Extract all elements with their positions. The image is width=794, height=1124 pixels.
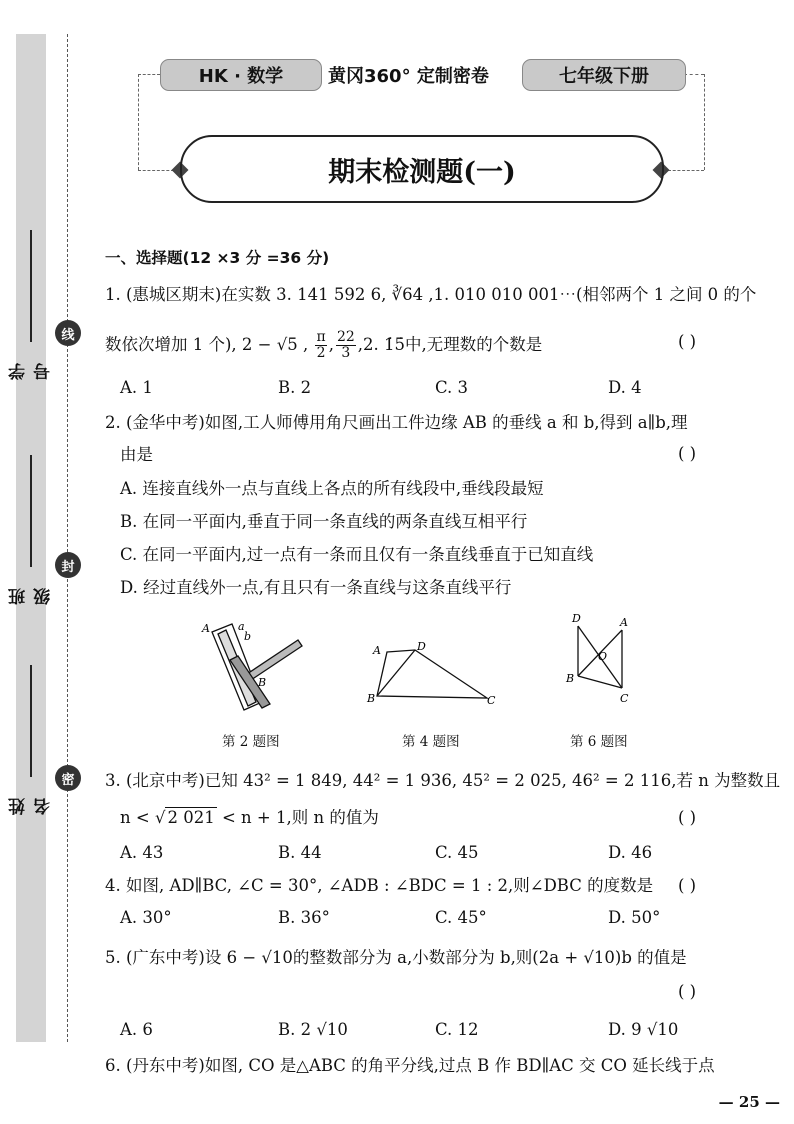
- q1-frac-22-3: $\frac{22}{3}$: [336, 329, 355, 361]
- q1-option-a: A. 1: [120, 378, 153, 397]
- q2-option-b: B. 在同一平面内,垂直于同一条直线的两条直线互相平行: [120, 512, 528, 531]
- q6-line1: 6. (丹东中考)如图, CO 是△ABC 的角平分线,过点 B 作 BD∥AC 交 CO 延长线于点: [105, 1056, 715, 1075]
- fig4-caption: 第 4 题图: [402, 734, 460, 750]
- q4-option-a: A. 30°: [120, 908, 172, 927]
- q3-line2: n < √ 2 021 < n + 1,则 n 的值为: [120, 808, 379, 827]
- header-dash-right-v: [704, 74, 705, 170]
- grade-badge: 七年级下册: [522, 59, 686, 91]
- fig2-label-b: b: [244, 630, 252, 643]
- q1-line2: 数依次增加 1 个), 2 − √5 , $\frac{\pi}{2}$ , $\frac{22}{3}$ ,2. 1̇5̇中,无理数的个数是: [105, 329, 543, 361]
- header-dash-left: [138, 74, 160, 75]
- fig6-label-A: A: [620, 616, 628, 629]
- q2-answer-paren[interactable]: ( ): [678, 444, 697, 463]
- fig2-label-A: A: [202, 622, 210, 635]
- q3-answer-paren[interactable]: ( ): [678, 808, 697, 827]
- q3-option-d: D. 46: [608, 843, 653, 862]
- name-field[interactable]: [9, 665, 54, 815]
- fig6-label-C: C: [620, 692, 629, 705]
- q5-option-b: B. 2 √10: [278, 1020, 348, 1039]
- header-dash-right: [684, 74, 704, 75]
- q1-option-d: D. 4: [608, 378, 642, 397]
- q5-line1: 5. (广东中考)设 6 − √10的整数部分为 a,小数部分为 b,则(2a + √10)b 的值是: [105, 948, 687, 967]
- q1-line2-b: ,2. 1̇5̇中,无理数的个数是: [357, 335, 543, 354]
- q3-line1: 3. (北京中考)已知 43² = 1 849, 44² = 1 936, 45² = 2 025, 46² = 2 116,若 n 为整数且: [105, 771, 781, 790]
- class-field[interactable]: [9, 455, 54, 605]
- header-dash-left-v: [138, 74, 139, 170]
- figure-q6: [562, 610, 642, 714]
- q2-option-a: A. 连接直线外一点与直线上各点的所有线段中,垂线段最短: [120, 479, 544, 498]
- fig6-label-B: B: [566, 672, 575, 685]
- q1-answer-paren[interactable]: ( ): [678, 332, 697, 351]
- page-title: 期末检测题(一): [180, 135, 664, 203]
- q1-option-b: B. 2: [278, 378, 312, 397]
- fig4-label-C: C: [487, 694, 496, 707]
- header-dash-left-h: [138, 170, 174, 171]
- fig6-label-D: D: [572, 612, 581, 625]
- mark-line-badge: 线: [55, 320, 81, 346]
- figure-q4: [365, 636, 505, 716]
- q4-answer-paren[interactable]: ( ): [678, 876, 697, 895]
- fig2-label-B: B: [258, 676, 267, 689]
- page-number: — 25 —: [718, 1093, 780, 1111]
- q3-option-b: B. 44: [278, 843, 322, 862]
- fig4-label-A: A: [373, 644, 381, 657]
- name-label: 姓名: [9, 798, 54, 815]
- q5-option-a: A. 6: [120, 1020, 153, 1039]
- cut-line: [67, 34, 68, 1042]
- q2-option-c: C. 在同一平面内,过一点有一条而且仅有一条直线垂直于已知直线: [120, 545, 594, 564]
- fig4-label-B: B: [367, 692, 376, 705]
- q1-option-c: C. 3: [435, 378, 469, 397]
- q2-line2: 由是: [120, 445, 153, 464]
- q1-line2-a: 数依次增加 1 个), 2 − √5 ,: [105, 335, 309, 354]
- q4-option-c: C. 45°: [435, 908, 487, 927]
- fig6-caption: 第 6 题图: [570, 734, 628, 750]
- q5-option-c: C. 12: [435, 1020, 479, 1039]
- q2-option-d: D. 经过直线外一点,有且只有一条直线与这条直线平行: [120, 578, 512, 597]
- q5-answer-paren[interactable]: ( ): [678, 982, 697, 1001]
- class-label: 班级: [9, 588, 54, 605]
- mark-seal-badge: 封: [55, 552, 81, 578]
- student-id-label: 学号: [9, 363, 54, 380]
- q4-option-d: D. 50°: [608, 908, 661, 927]
- q5-option-d: D. 9 √10: [608, 1020, 679, 1039]
- fig6-label-O: O: [598, 650, 608, 663]
- brand-text: 黄冈360° 定制密卷: [328, 66, 489, 87]
- student-id-field[interactable]: [9, 230, 54, 380]
- q2-line1: 2. (金华中考)如图,工人师傅用角尺画出工件边缘 AB 的垂线 a 和 b,得到 a∥b,理: [105, 413, 688, 432]
- fig4-label-D: D: [417, 640, 426, 653]
- header-dash-right-h: [668, 170, 704, 171]
- figure-q2: [200, 610, 310, 720]
- q3-sqrt: 2 021: [167, 808, 215, 827]
- q3-option-a: A. 43: [120, 843, 164, 862]
- q3-option-c: C. 45: [435, 843, 479, 862]
- q1-line1: 1. (惠城区期末)在实数 3. 141 592 6, ∛64 ,1. 010 010 001⋯(相邻两个 1 之间 0 的个: [105, 285, 757, 304]
- section-title: 一、选择题(12 ×3 分 =36 分): [105, 249, 330, 267]
- fig2-caption: 第 2 题图: [222, 734, 280, 750]
- mark-secret-badge: 密: [55, 765, 81, 791]
- q4-line1: 4. 如图, AD∥BC, ∠C = 30°, ∠ADB : ∠BDC = 1 : 2,则∠DBC 的度数是: [105, 876, 654, 895]
- fig2-label-a: a: [238, 620, 245, 633]
- q1-frac-pi: $\frac{\pi}{2}$: [316, 329, 326, 361]
- subject-badge: HK · 数学: [160, 59, 322, 91]
- q4-option-b: B. 36°: [278, 908, 330, 927]
